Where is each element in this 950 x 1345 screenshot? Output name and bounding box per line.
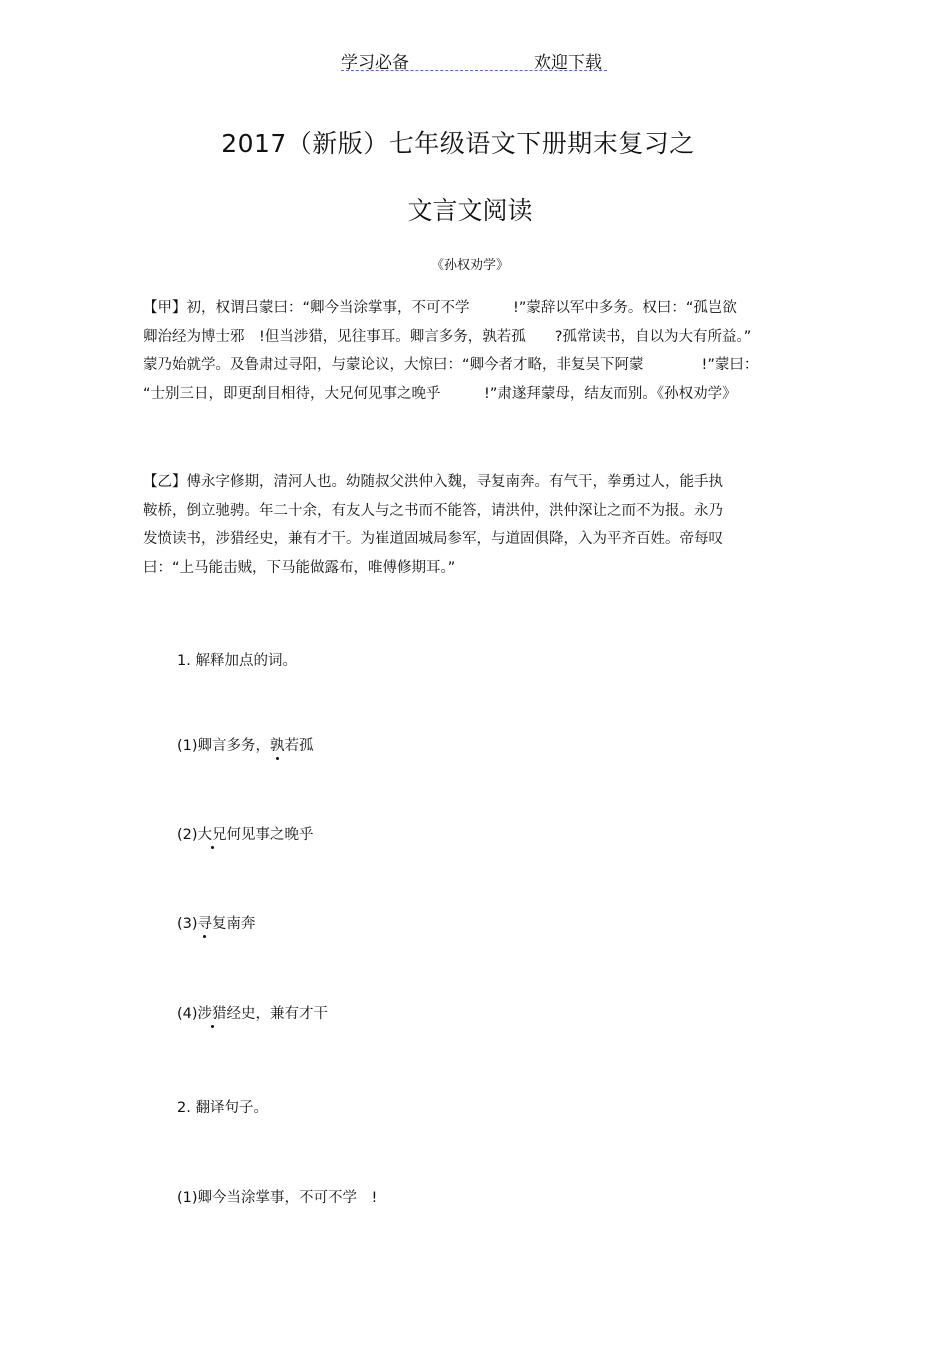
item-prefix: (2): [177, 827, 198, 843]
question-1-item: [177, 734, 314, 755]
dotted-word: 大兄: [197, 827, 227, 843]
passage-a-line: 蒙乃始就学。及鲁肃过寻阳，与蒙论议，大惊曰：“卿今者才略，非复吴下阿蒙 !”蒙曰：: [143, 357, 759, 373]
item-suffix: 若孤: [284, 738, 314, 754]
page-title-line2: 文言文阅读: [407, 196, 533, 225]
question-1-item: [177, 823, 314, 844]
passage-a-line: “士别三日，即更刮目相待，大兄何见事之晚乎 !”肃遂拜蒙母，结友而别。《孙权劝学》: [143, 385, 737, 402]
question-1-prompt: 1. 解释加点的词。: [177, 653, 297, 669]
item-prefix: (4): [177, 1006, 198, 1022]
dotted-word: 寻: [197, 916, 213, 932]
header-right-text: 欢迎下载: [534, 53, 602, 73]
item-suffix: 复南奔: [212, 916, 256, 932]
header-left-text: 学习必备: [341, 53, 409, 73]
question-2-item: (1)卿今当涂掌事，不可不学 !: [177, 1190, 378, 1206]
item-prefix: (3): [177, 916, 198, 932]
header-divider: [341, 70, 607, 71]
passage-b-line: 【乙】傅永字修期，清河人也。幼随叔父洪仲入魏，寻复南奔。有气干，拳勇过人，能手执: [143, 474, 723, 490]
passage-b: [143, 468, 723, 582]
passage-b-line: 鞍桥，倒立驰骋。年二十余，有友人与之书而不能答，请洪仲，洪仲深让之而不为报。永乃: [143, 502, 723, 519]
passage-b-line: 发愤读书，涉猎经史，兼有才干。为崔道固城局参军，与道固俱降，入为平齐百姓。帝每叹: [143, 531, 723, 547]
item-suffix: 经史，兼有才干: [226, 1006, 329, 1022]
dotted-word: 孰: [270, 738, 285, 754]
passage-subtitle: 《孙权劝学》: [430, 258, 509, 273]
question-1-item: [177, 912, 256, 933]
passage-a: [143, 294, 758, 408]
dotted-word: 涉猎: [197, 1006, 227, 1022]
question-2-prompt: 2. 翻译句子。: [177, 1100, 268, 1116]
passage-a-line: 【甲】初，权谓吕蒙曰：“卿今当涂掌事，不可不学 !”蒙辞以军中多务。权曰：“孤岂欲: [143, 300, 737, 316]
item-prefix: (1)卿言多务，: [177, 738, 271, 754]
item-suffix: 何见事之晚乎: [226, 827, 314, 843]
page-title: 2017（新版）七年级语文下册期末复习之: [221, 129, 695, 158]
passage-a-line: 卿治经为博士邪 !但当涉猎，见往事耳。卿言多务，孰若孤 ?孤常读书，自以为大有所益。”: [143, 328, 752, 345]
question-1-item: [177, 1002, 328, 1023]
passage-b-line: 曰：“上马能击贼，下马能做露布，唯傅修期耳。”: [143, 559, 456, 576]
